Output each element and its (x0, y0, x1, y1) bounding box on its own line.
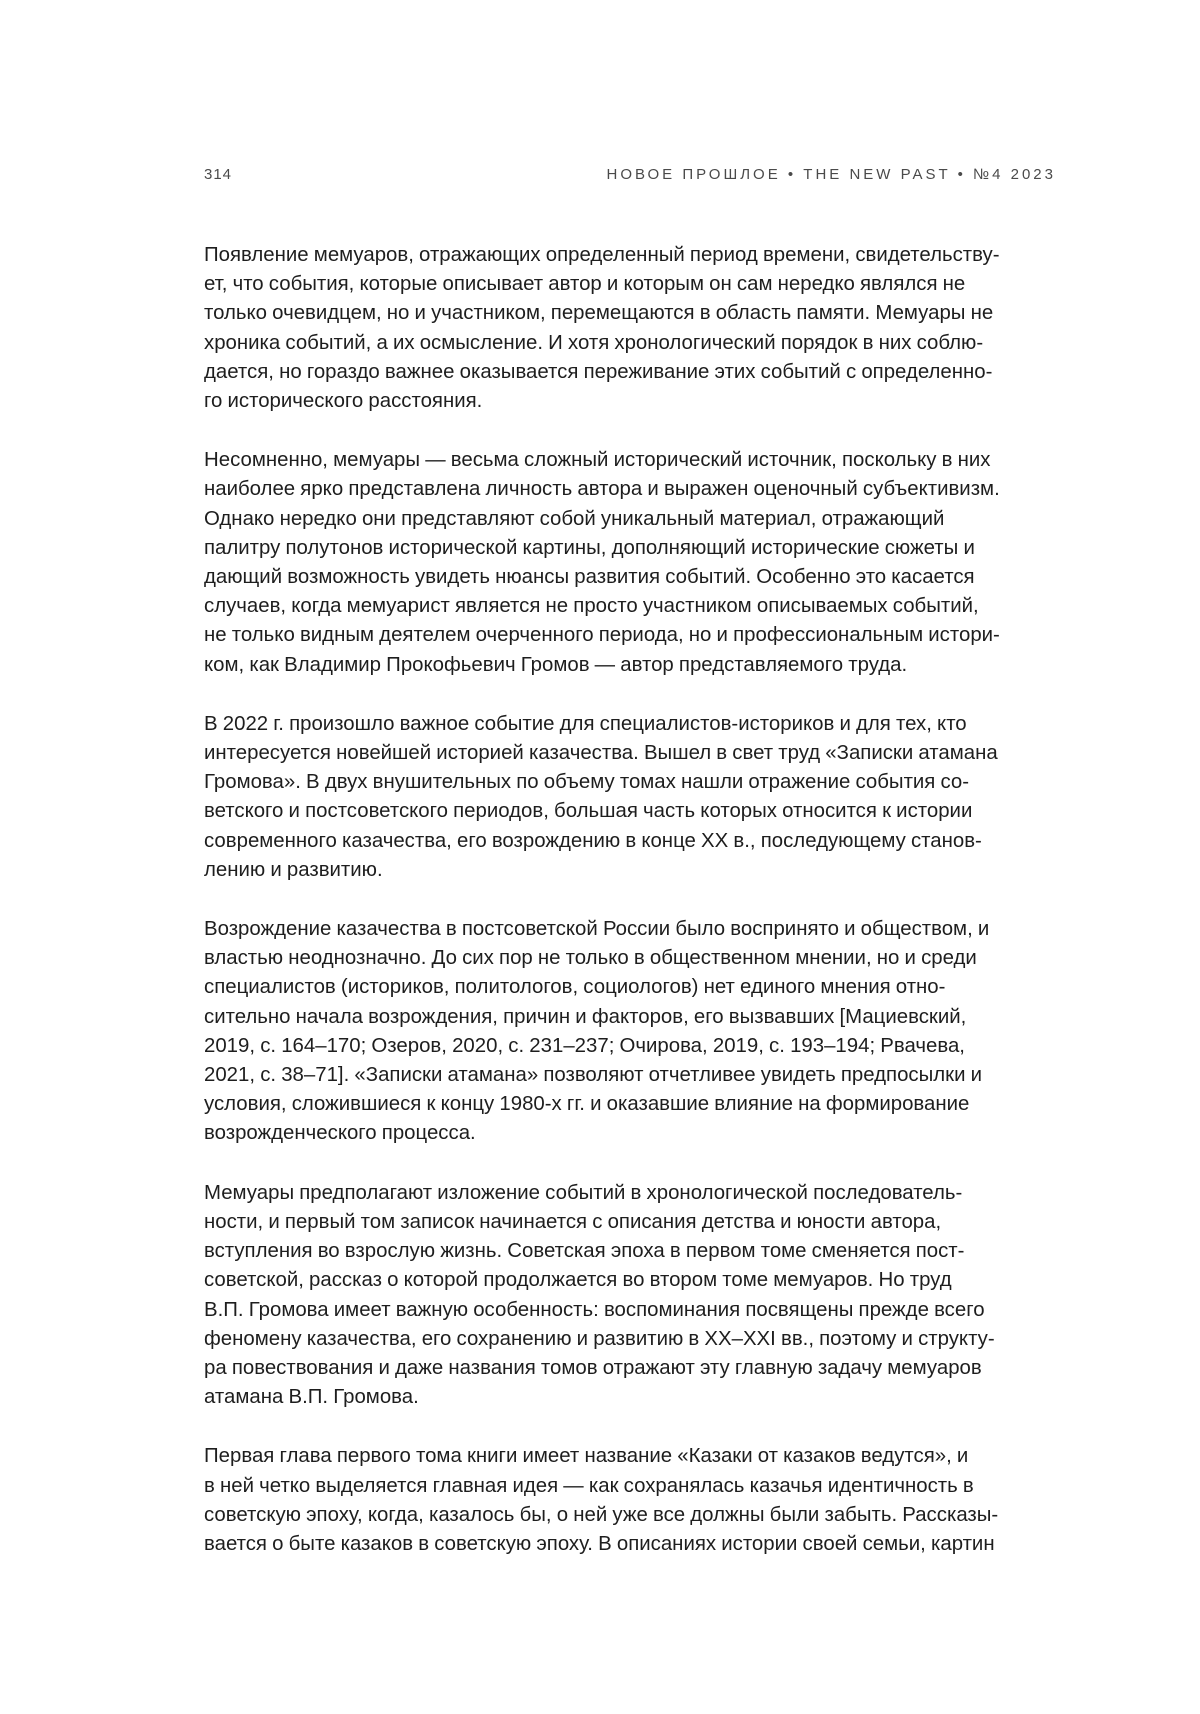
text-line: 2021, с. 38–71]. «Записки атамана» позволяют отчетливее увидеть предпосылки и (204, 1064, 983, 1087)
text-line: не только видным деятелем очерченного периода, но и профессиональным истори- (204, 624, 1000, 647)
text-line: специалистов (историков, политологов, социологов) нет единого мнения отно- (204, 976, 946, 999)
paragraph-1 (204, 241, 1056, 416)
text-line: ра повествования и даже названия томов отражают эту главную задачу мемуаров (204, 1356, 982, 1379)
text-line: советской, рассказ о которой продолжается во втором томе мемуаров. Но труд (204, 1269, 952, 1292)
text-line: дается, но гораздо важнее оказывается переживание этих событий с определенно- (204, 360, 993, 383)
text-line: дающий возможность увидеть нюансы развития событий. Особенно это касается (204, 566, 975, 589)
text-line: В.П. Громова имеет важную особенность: воспоминания посвящены прежде всего (204, 1298, 985, 1321)
text-line: сительно начала возрождения, причин и факторов, его вызвавших [Мациевский, (204, 1005, 967, 1028)
text-line: интересуется новейшей историей казачества. Вышел в свет труд «Записки атамана (204, 742, 998, 765)
running-title: НОВОЕ ПРОШЛОЕ • THE NEW PAST • №4 2023 (606, 166, 1056, 183)
text-line: возрожденческого процесса. (204, 1122, 476, 1145)
page-number: 314 (204, 166, 233, 183)
text-line: вается о быте казаков в советскую эпоху. В описаниях истории своей семьи, картин (204, 1532, 995, 1555)
text-line: ком, как Владимир Прокофьевич Громов — автор представляемого труда. (204, 653, 908, 676)
text-line: атамана В.П. Громова. (204, 1386, 419, 1409)
text-line: советскую эпоху, когда, казалось бы, о ней уже все должны были забыть. Рассказы- (204, 1503, 999, 1526)
text-line: случаев, когда мемуарист является не просто участником описываемых событий, (204, 595, 979, 618)
text-line: Однако нередко они представляют собой уникальный материал, отражающий (204, 507, 945, 530)
text-line: Возрождение казачества в постсоветской России было воспринято и обществом, и (204, 918, 990, 941)
paragraph-6 (204, 1442, 1056, 1559)
text-line: властью неоднозначно. До сих пор не только в общественном мнении, но и среди (204, 947, 977, 970)
text-line: Мемуары предполагают изложение событий в хронологической последователь- (204, 1181, 963, 1204)
paragraph-5 (204, 1179, 1056, 1413)
text-line: Громова». В двух внушительных по объему томах нашли отражение события со- (204, 771, 970, 794)
text-line: вступления во взрослую жизнь. Советская эпоха в первом томе сменяется пост- (204, 1240, 965, 1263)
paragraph-2 (204, 446, 1056, 680)
text-line: условия, сложившиеся к концу 1980-х гг. и оказавшие влияние на формирование (204, 1093, 970, 1116)
text-line: ет, что события, которые описывает автор и которым он сам нередко являлся не (204, 273, 966, 296)
text-line: лению и развитию. (204, 858, 383, 881)
text-line: хроника событий, а их осмысление. И хотя хронологический порядок в них соблю- (204, 331, 984, 354)
text-line: только очевидцем, но и участником, перемещаются в область памяти. Мемуары не (204, 302, 994, 325)
text-line: Несомненно, мемуары — весьма сложный исторический источник, поскольку в них (204, 449, 991, 472)
text-line: в ней четко выделяется главная идея — как сохранялась казачья идентичность в (204, 1474, 974, 1497)
text-line: Первая глава первого тома книги имеет название «Казаки от казаков ведутся», и (204, 1445, 969, 1468)
text-line: наиболее ярко представлена личность автора и выражен оценочный субъективизм. (204, 478, 1000, 501)
paragraph-3 (204, 710, 1056, 885)
text-line: ности, и первый том записок начинается с описания детства и юности автора, (204, 1210, 942, 1233)
text-line: го исторического расстояния. (204, 390, 483, 413)
text-line: В 2022 г. произошло важное событие для специалистов-историков и для тех, кто (204, 712, 967, 735)
text-line: ветского и постсоветского периодов, большая часть которых относится к истории (204, 800, 973, 823)
text-line: палитру полутонов исторической картины, дополняющий исторические сюжеты и (204, 536, 975, 559)
article-body (204, 241, 1056, 1589)
text-line: 2019, с. 164–170; Озеров, 2020, с. 231–237; Очирова, 2019, с. 193–194; Рвачева, (204, 1034, 965, 1057)
text-line: Появление мемуаров, отражающих определенный период времени, свидетельству- (204, 244, 1000, 266)
paragraph-4 (204, 915, 1056, 1149)
text-line: феномену казачества, его сохранению и развитию в XX–XXI вв., поэтому и структу- (204, 1327, 995, 1350)
text-line: современного казачества, его возрождению в конце XX в., последующему станов- (204, 829, 982, 852)
page-header (204, 166, 1056, 188)
